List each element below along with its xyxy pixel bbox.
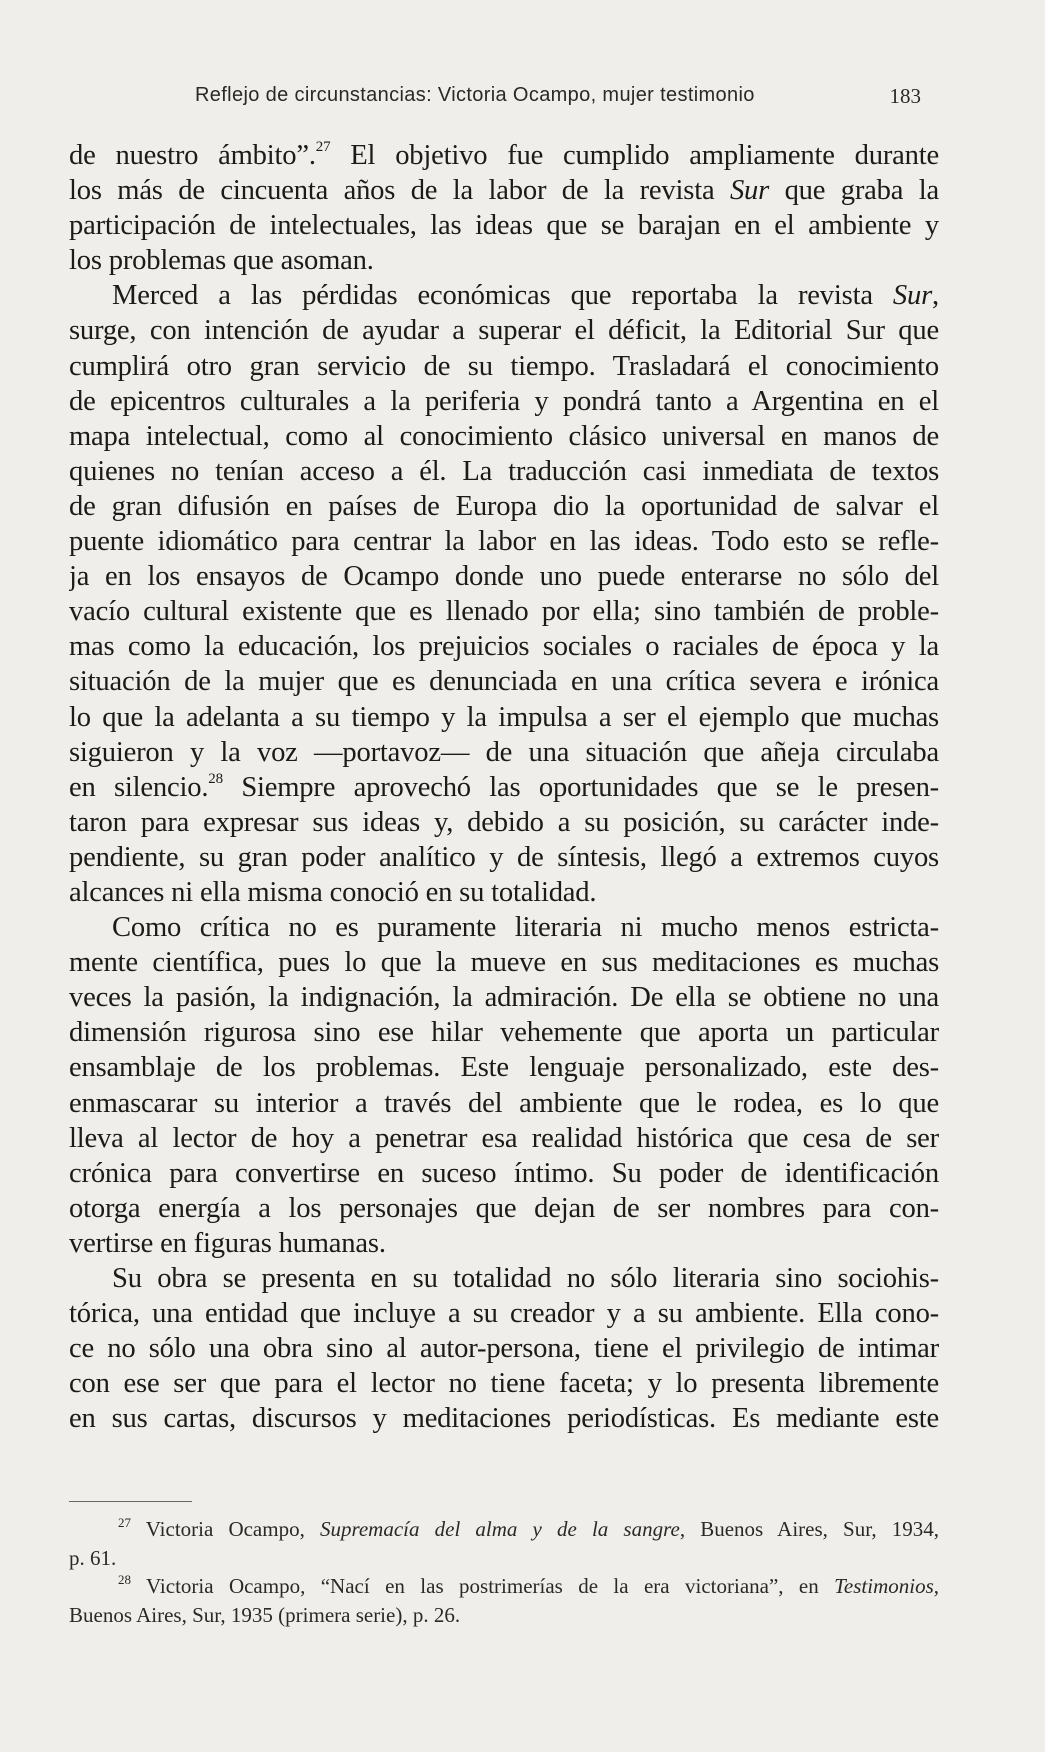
text-line: lo que la adelanta a su tiempo y la impulsa a ser el ejemplo que muchas [69, 701, 939, 733]
footnotes [69, 1515, 939, 1629]
text-line: tórica, una entidad que incluye a su creador y a su ambiente. Ella cono- [69, 1298, 939, 1330]
text-line: de gran difusión en países de Europa dio la oportunidad de salvar el [69, 490, 939, 522]
text-line: enmascarar su interior a través del ambiente que le rodea, es lo que [69, 1087, 939, 1119]
page-number: 183 [889, 84, 921, 108]
text-line: ensamblaje de los problemas. Este lenguaje personalizado, este des- [69, 1052, 939, 1084]
text-line: ja en los ensayos de Ocampo donde uno puede enterarse no sólo del [69, 561, 939, 593]
footnote-ref-28: 28 [208, 770, 223, 787]
text-line: vertirse en figuras humanas. [69, 1227, 386, 1259]
text-line: los más de cincuenta años de la labor de la revista Sur que graba la [69, 175, 939, 207]
text-line: quienes no tenían acceso a él. La traducción casi inmediata de textos [69, 455, 939, 487]
text-line: participación de intelectuales, las ideas que se barajan en el ambiente y [69, 210, 939, 242]
text-line: otorga energía a los personajes que dejan de ser nombres para con- [69, 1192, 939, 1224]
footnote-line: p. 61. [69, 1545, 117, 1570]
text-line: siguieron y la voz —portavoz— de una situación que añeja circulaba [69, 736, 939, 768]
text-line: alcances ni ella misma conoció en su totalidad. [69, 876, 597, 908]
footnote-line: Buenos Aires, Sur, 1935 (primera serie), p. 26. [69, 1602, 461, 1627]
text-line: cumplirá otro gran servicio de su tiempo. Trasladará el conocimiento [69, 350, 939, 382]
journal-title-sur: Sur [892, 280, 933, 312]
footnote-divider [69, 1501, 192, 1502]
running-title: Reflejo de circunstancias: Victoria Ocampo, mujer testimonio [195, 84, 755, 106]
footnote-number: 28 [118, 1572, 131, 1587]
text-line: crónica para convertirse en suceso íntimo. Su poder de identificación [69, 1157, 939, 1189]
text-line: ce no sólo una obra sino al autor-persona, tiene el privilegio de intimar [69, 1333, 939, 1365]
text-line: mente científica, pues lo que la mueve en sus meditaciones es muchas [69, 947, 939, 979]
footnote-number: 27 [118, 1515, 131, 1530]
text-line: mas como la educación, los prejuicios sociales o raciales de época y la [69, 631, 939, 663]
text-line: veces la pasión, la indignación, la admiración. De ella se obtiene no una [69, 982, 939, 1014]
journal-title-sur: Sur [729, 175, 770, 207]
text-line: Su obra se presenta en su totalidad no sólo literaria sino sociohis- [112, 1263, 939, 1294]
text-line: surge, con intención de ayudar a superar el déficit, la Editorial Sur que [69, 315, 939, 347]
text-line: de epicentros culturales a la periferia y pondrá tanto a Argentina en el [69, 385, 939, 417]
text-line: vacío cultural existente que es llenado por ella; sino también de proble- [69, 596, 939, 628]
text-line: mapa intelectual, como al conocimiento clásico universal en manos de [69, 420, 939, 452]
cited-title: Testimonios [834, 1574, 934, 1598]
running-header [195, 80, 930, 116]
cited-title: Supremacía del alma y de la sangre [319, 1517, 680, 1541]
text-line: puente idiomático para centrar la labor en las ideas. Todo esto se refle- [69, 526, 939, 558]
text-line: situación de la mujer que es denunciada en una crítica severa e irónica [69, 666, 939, 698]
text-line: con ese ser que para el lector no tiene faceta; y lo presenta libremente [69, 1368, 939, 1400]
footnote-line: $^{28}$ Victoria Ocampo, “Nací en las postrimerías de la era victoriana”, en Testimonios, [118, 1572, 939, 1598]
text-line: taron para expresar sus ideas y, debido a su posición, su carácter inde- [69, 806, 939, 838]
text-line: en silencio.$^{28}$ Siempre aprovechó las oportunidades que se le presen- [69, 770, 939, 803]
body-text [69, 138, 939, 1436]
footnote-line: $^{27}$ Victoria Ocampo, Supremacía del alma y de la sangre, Buenos Aires, Sur, 1934, [118, 1515, 939, 1541]
text-line: lleva al lector de hoy a penetrar esa realidad histórica que cesa de ser [69, 1122, 939, 1154]
text-line: pendiente, su gran poder analítico y de síntesis, llegó a extremos cuyos [69, 841, 939, 873]
footnote-28 [69, 1572, 939, 1629]
text-line: Merced a las pérdidas económicas que reportaba la revista Sur, [112, 280, 939, 312]
text-line: de nuestro ámbito”.$^{27}$ El objetivo fue cumplido ampliamente durante [69, 139, 939, 171]
footnote-27 [69, 1515, 939, 1572]
text-line: los problemas que asoman. [69, 245, 374, 277]
footnote-ref-27: 27 [315, 139, 331, 155]
text-line: dimensión rigurosa sino ese hilar vehemente que aporta un particular [69, 1017, 939, 1049]
text-line: Como crítica no es puramente literaria ni mucho menos estricta- [112, 912, 939, 944]
text-line: en sus cartas, discursos y meditaciones periodísticas. Es mediante este [69, 1403, 939, 1435]
